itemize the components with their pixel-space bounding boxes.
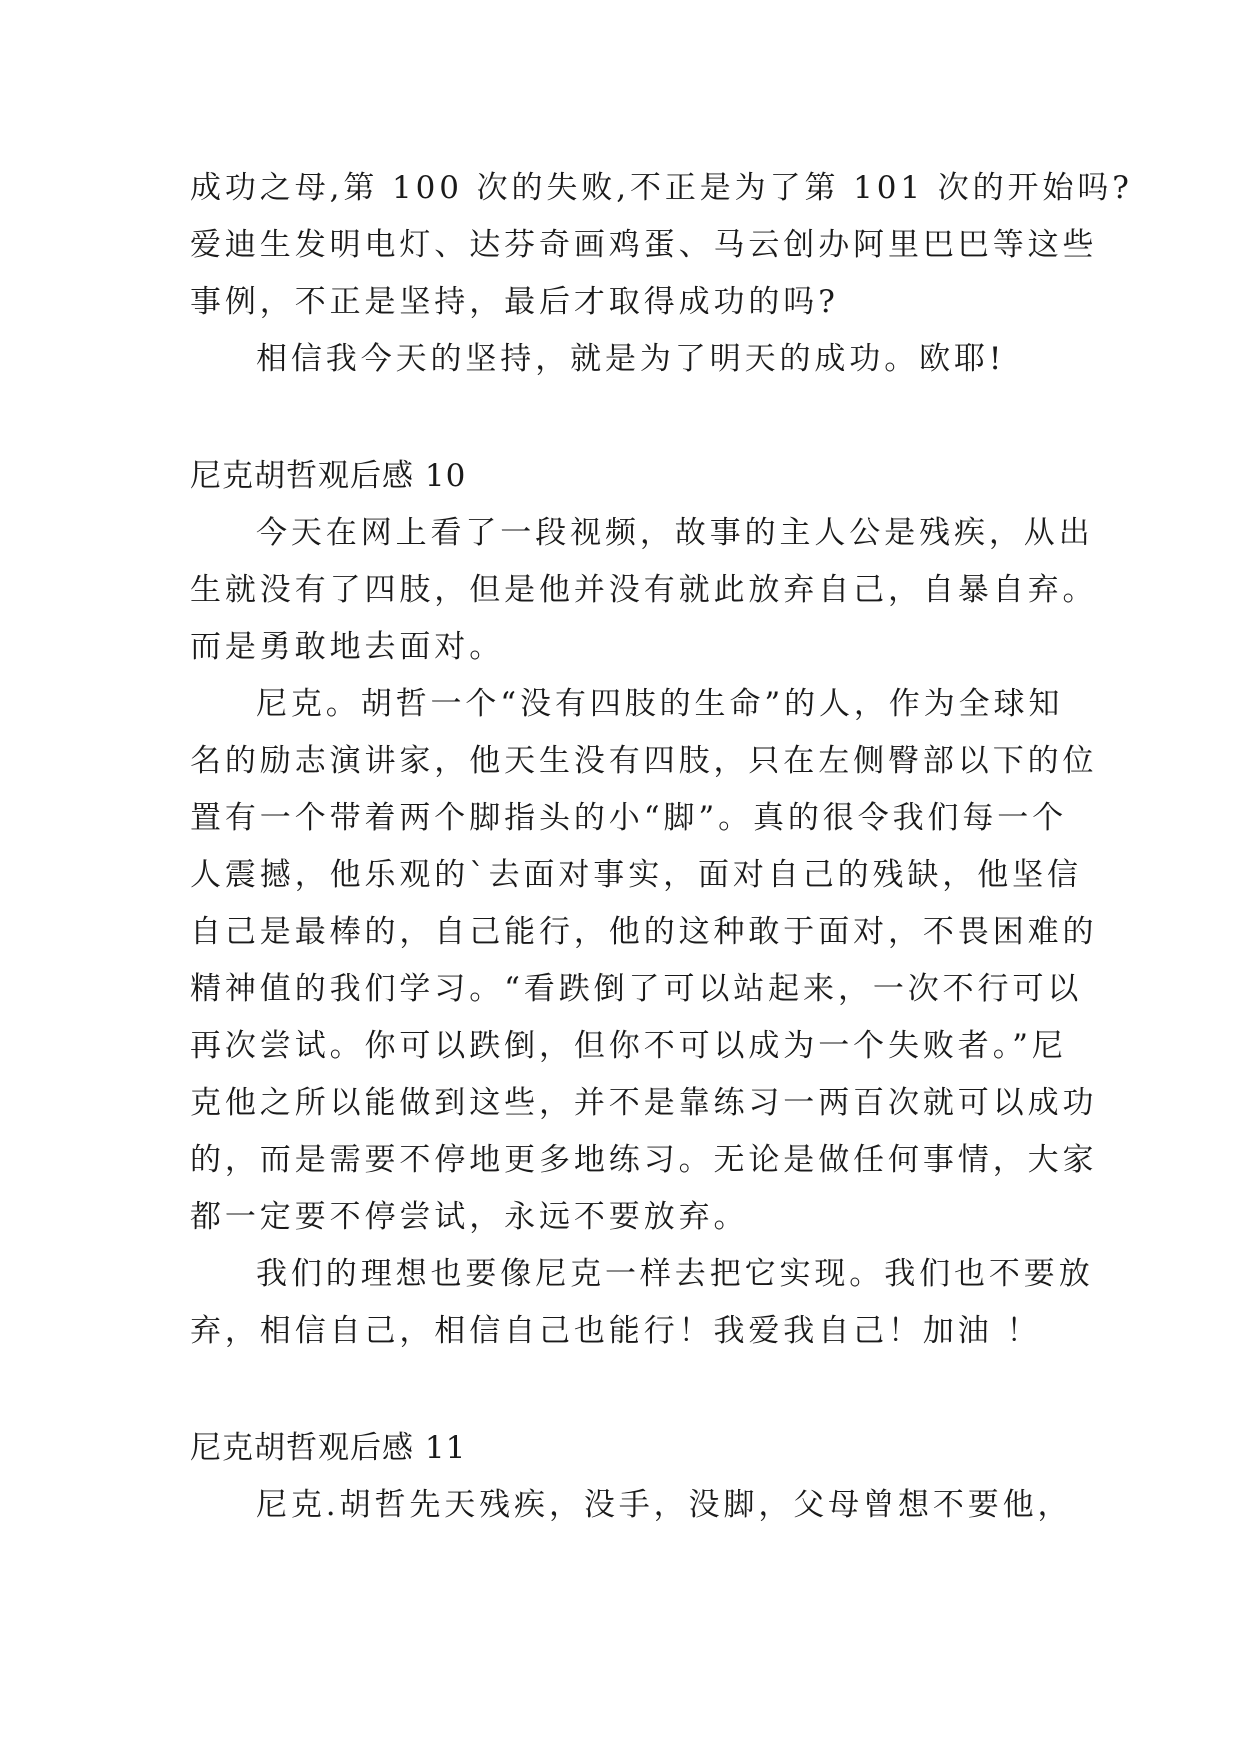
- paragraph-line: 再次尝试。你可以跌倒，但你不可以成为一个失败者。”尼: [190, 1028, 1067, 1064]
- paragraph-line: 成功之母,第 100 次的失败,不正是为了第 101 次的开始吗?: [190, 170, 1133, 206]
- paragraph-line: 尼克。胡哲一个“没有四肢的生命”的人，作为全球知: [256, 686, 1064, 722]
- paragraph-line: 我们的理想也要像尼克一样去把它实现。我们也不要放: [256, 1256, 1094, 1292]
- paragraph-line: 而是勇敢地去面对。: [190, 629, 505, 665]
- paragraph-line: 精神值的我们学习。“看跌倒了可以站起来，一次不行可以: [190, 971, 1083, 1007]
- section-heading: 尼克胡哲观后感 11: [190, 1430, 467, 1466]
- paragraph-line: 相信我今天的坚持，就是为了明天的成功。欧耶!: [256, 341, 1006, 377]
- paragraph-line: 置有一个带着两个脚指头的小“脚”。真的很令我们每一个: [190, 800, 1068, 836]
- paragraph-line: 的，而是需要不停地更多地练习。无论是做任何事情，大家: [190, 1142, 1098, 1178]
- paragraph-line: 人震撼，他乐观的`去面对事实，面对自己的残缺，他坚信: [190, 857, 1082, 893]
- paragraph-line: 弃，相信自己，相信自己也能行！我爱我自己！加油 ！: [190, 1313, 1042, 1349]
- paragraph-line: 名的励志演讲家，他天生没有四肢，只在左侧臀部以下的位: [190, 743, 1098, 779]
- paragraph-line: 生就没有了四肢，但是他并没有就此放弃自己，自暴自弃。: [190, 572, 1098, 608]
- paragraph-line: 自己是最棒的，自己能行，他的这种敢于面对，不畏困难的: [190, 914, 1098, 950]
- section-heading: 尼克胡哲观后感 10: [190, 458, 467, 494]
- paragraph-line: 爱迪生发明电灯、达芬奇画鸡蛋、马云创办阿里巴巴等这些: [190, 227, 1098, 263]
- paragraph-line: 都一定要不停尝试，永远不要放弃。: [190, 1199, 749, 1235]
- paragraph-line: 事例，不正是坚持，最后才取得成功的吗?: [190, 284, 839, 320]
- paragraph-line: 今天在网上看了一段视频，故事的主人公是残疾，从出: [256, 515, 1094, 551]
- paragraph-line: 克他之所以能做到这些，并不是靠练习一两百次就可以成功: [190, 1085, 1098, 1121]
- paragraph-line: 尼克.胡哲先天残疾，没手，没脚，父母曾想不要他，: [256, 1487, 1073, 1523]
